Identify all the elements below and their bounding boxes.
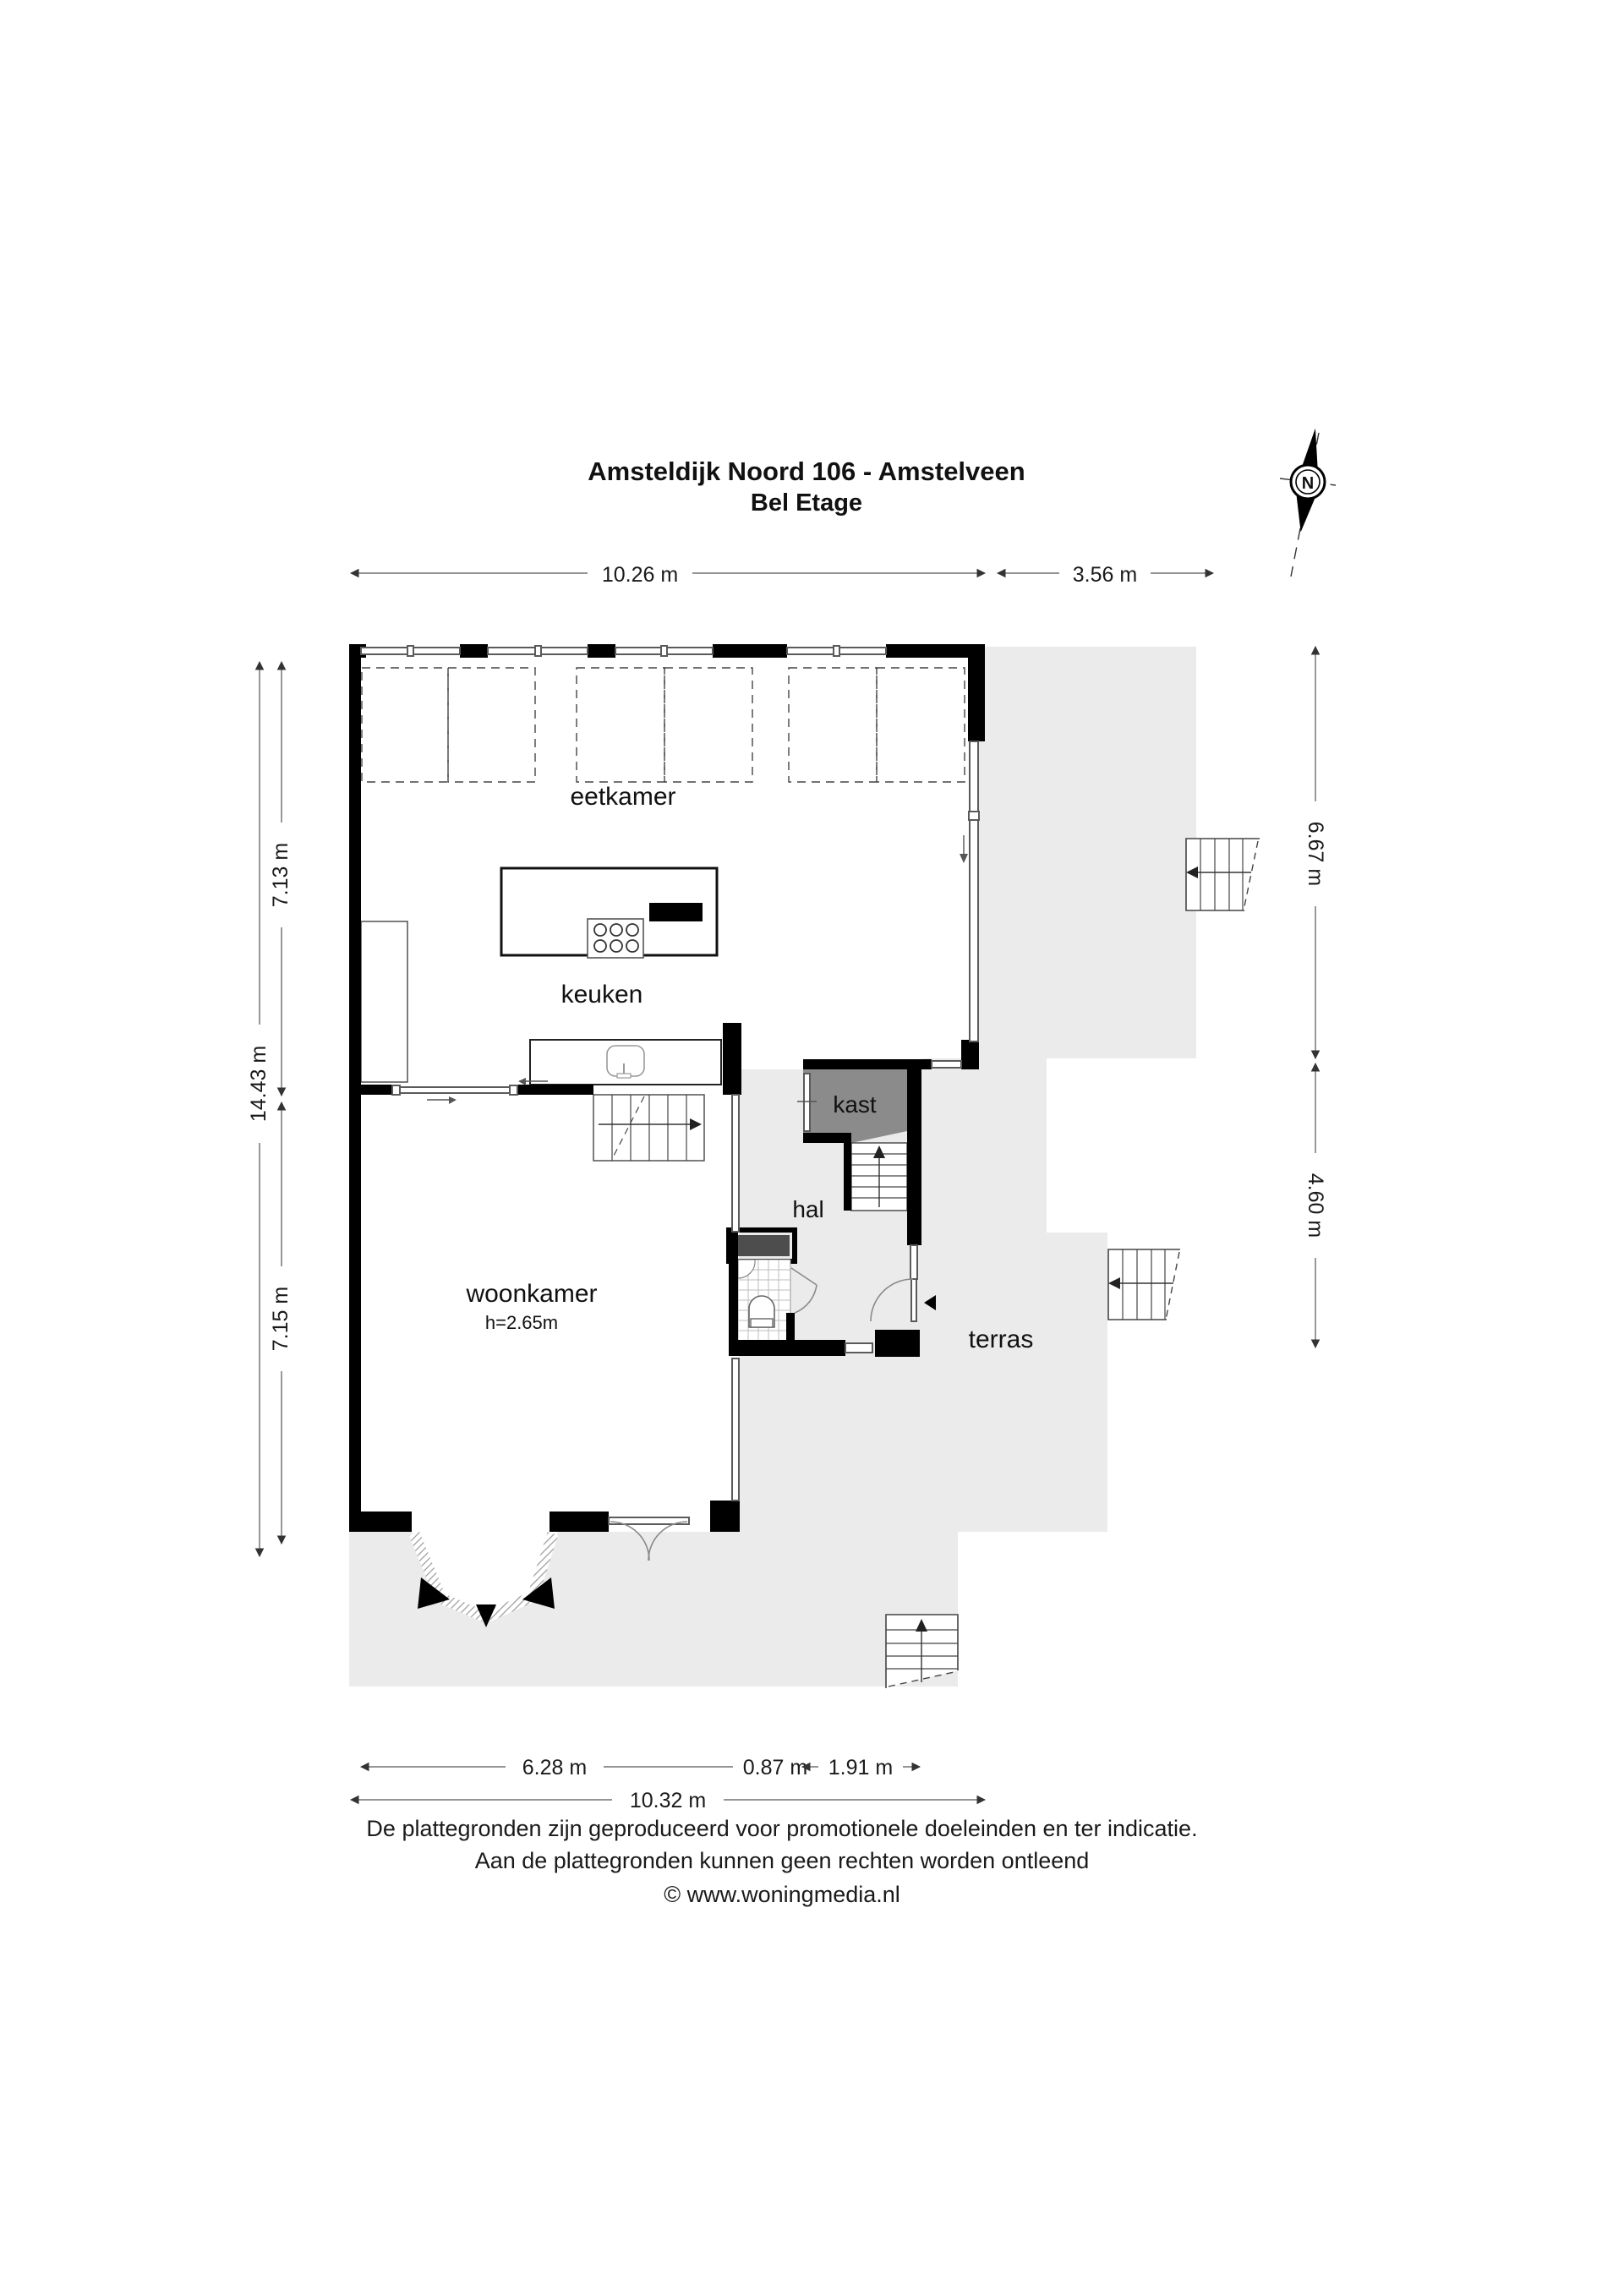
north-compass-icon xyxy=(1280,427,1336,577)
toilet-cistern xyxy=(734,1235,790,1256)
dim-right-lower: 4.60 m xyxy=(1304,1173,1327,1238)
compass-north-label: N xyxy=(1301,474,1315,493)
dim-bottom-left: 6.28 m xyxy=(522,1756,588,1779)
room-label-woonkamer: woonkamer xyxy=(466,1280,598,1308)
closet-cabinet xyxy=(361,921,407,1082)
toilet-room xyxy=(729,1230,795,1341)
cooktop xyxy=(649,903,703,921)
dim-top-main: 10.26 m xyxy=(601,563,679,587)
dim-left-upper: 7.13 m xyxy=(269,842,293,908)
footer-line-1: De plattegronden zijn geproduceerd voor promotionele doeleinden en ter indicatie. xyxy=(366,1816,1198,1841)
sink xyxy=(607,1046,644,1076)
keuken-staircase xyxy=(593,1095,704,1161)
kitchen-island xyxy=(501,868,717,958)
dim-left-lower: 7.15 m xyxy=(269,1286,293,1352)
dim-top-right: 3.56 m xyxy=(1072,563,1138,587)
hal-staircase xyxy=(851,1143,907,1211)
room-label-terras: terras xyxy=(968,1326,1034,1353)
terrace-staircase-lower-right xyxy=(1108,1249,1180,1320)
room-label-hal: hal xyxy=(792,1196,824,1222)
room-label-kast: kast xyxy=(833,1091,877,1118)
dim-bottom-right: 1.91 m xyxy=(828,1756,894,1779)
terrace-staircase-upper-right xyxy=(1186,839,1260,910)
footer-disclaimer xyxy=(366,1816,1197,1907)
page-title: Amsteldijk Noord 106 - Amstelveen xyxy=(588,456,1025,486)
dim-right-upper: 6.67 m xyxy=(1304,821,1327,887)
dim-bottom-total: 10.32 m xyxy=(629,1789,707,1812)
kitchen-counter xyxy=(530,1040,721,1085)
room-height-label: h=2.65m xyxy=(484,1312,559,1333)
dim-left-total: 14.43 m xyxy=(247,1045,271,1123)
dim-bottom-mid: 0.87 m xyxy=(742,1756,808,1779)
page-subtitle: Bel Etage xyxy=(750,489,863,517)
footer-line-3: © www.woningmedia.nl xyxy=(664,1882,900,1907)
toilet-bowl xyxy=(749,1296,774,1327)
room-label-eetkamer: eetkamer xyxy=(570,783,676,811)
footer-line-2: Aan de plattegronden kunnen geen rechten worden ontleend xyxy=(474,1848,1090,1873)
room-label-keuken: keuken xyxy=(560,981,643,1009)
